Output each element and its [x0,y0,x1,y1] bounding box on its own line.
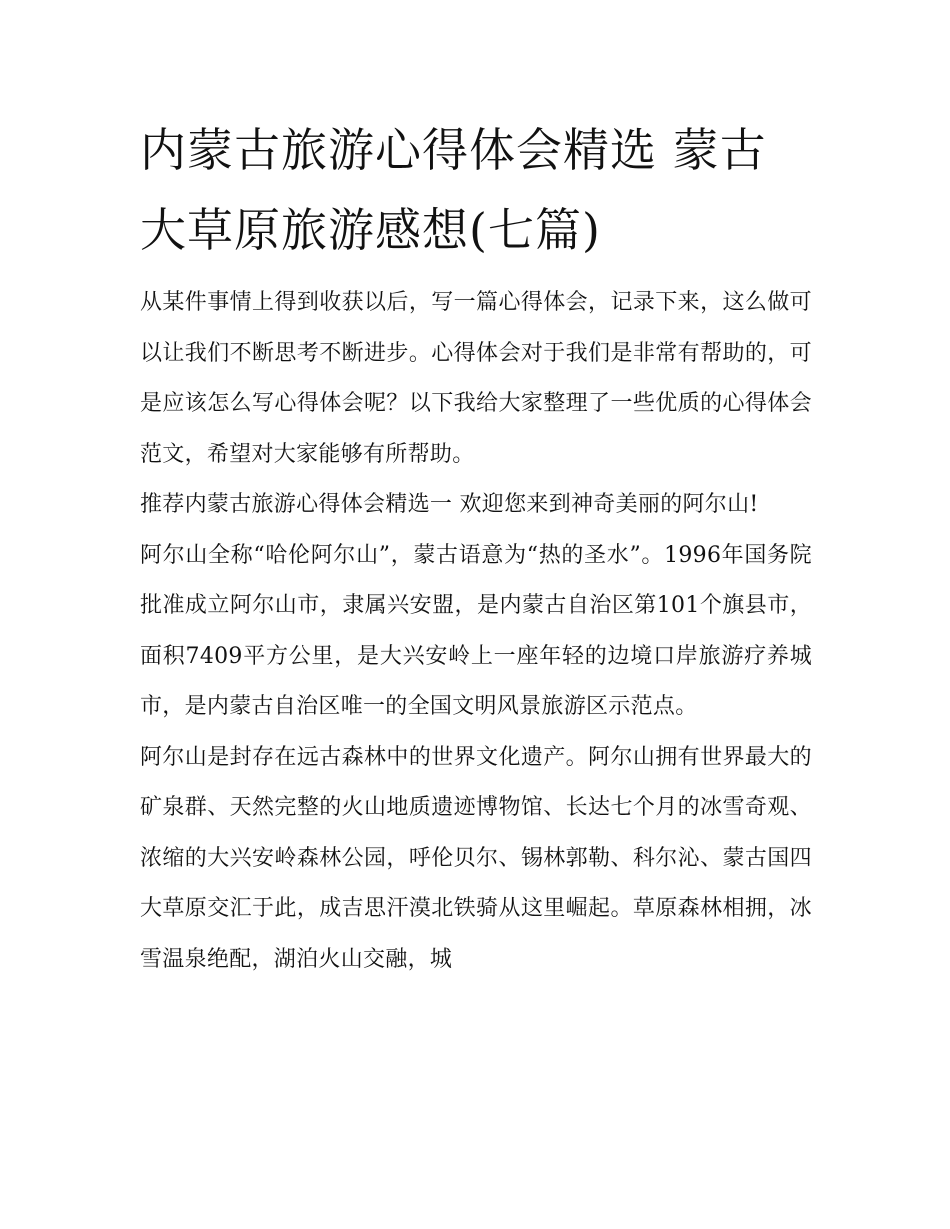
paragraph-intro: 从某件事情上得到收获以后，写一篇心得体会，记录下来，这么做可以让我们不断思考不断进步。心得体会对于我们是非常有帮助的，可是应该怎么写心得体会呢？以下我给大家整理了一些优质的心得体会范文，希望对大家能够有所帮助。 [140,290,812,467]
paragraph-arxan-heritage: 阿尔山是封存在远古森林中的世界文化遗产。阿尔山拥有世界最大的矿泉群、天然完整的火山地质遗迹博物馆、长达七个月的冰雪奇观、浓缩的大兴安岭森林公园，呼伦贝尔、锡林郭勒、科尔沁、蒙古国四大草原交汇于此，成吉思汗漠北铁骑从这里崛起。草原森林相拥，冰雪温泉绝配，湖泊火山交融，城 [140,744,812,972]
document-title: 内蒙古旅游心得体会精选 蒙古大草原旅游感想(七篇) [140,123,767,257]
document-body [140,110,812,985]
paragraph-recommend-heading: 推荐内蒙古旅游心得体会精选一 欢迎您来到神奇美丽的阿尔山! [140,492,759,517]
paragraph-arxan-overview: 阿尔山全称“哈伦阿尔山”，蒙古语意为“热的圣水”。1996年国务院批准成立阿尔山市，隶属兴安盟，是内蒙古自治区第101个旗县市，面积7409平方公里，是大兴安岭上一座年轻的边境口岸旅游疗养城市，是内蒙古自治区唯一的全国文明风景旅游区示范点。 [140,542,812,719]
